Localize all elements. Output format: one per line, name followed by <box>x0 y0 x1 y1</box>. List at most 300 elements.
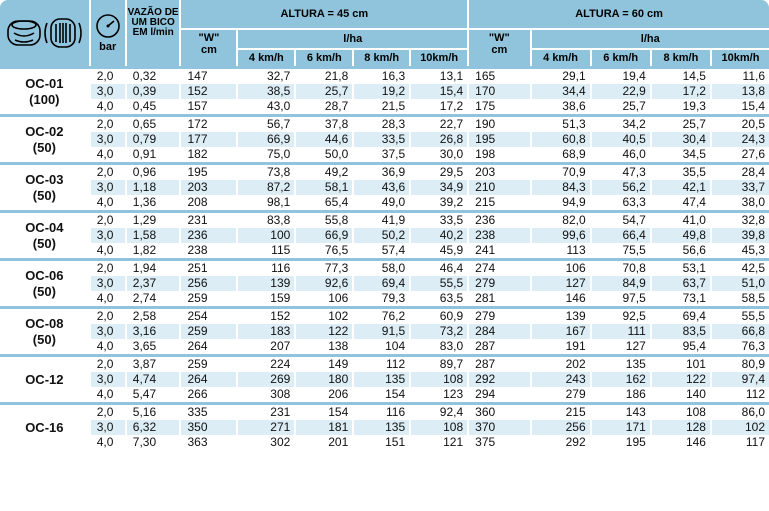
table-row <box>0 387 769 404</box>
pressure-cell: 2,0 <box>90 116 126 133</box>
table-row <box>0 435 769 450</box>
flow-cell: 0,96 <box>126 164 181 181</box>
value-cell: 38,6 <box>531 99 591 116</box>
nozzle-icons-header <box>0 0 90 68</box>
value-cell: 40,5 <box>591 132 651 147</box>
value-cell: 157 <box>180 99 237 116</box>
value-cell: 45,3 <box>741 243 765 257</box>
value-cell: 91,5 <box>353 324 410 339</box>
value-cell: 87,2 <box>237 180 295 195</box>
value-cell: 195 <box>591 435 651 450</box>
value-cell: 281 <box>468 291 530 308</box>
value-cell: 69,4 <box>651 308 711 325</box>
nozzle-code <box>0 116 90 164</box>
speed-header: 8 km/h <box>353 49 410 68</box>
value-cell: 25,7 <box>591 99 651 116</box>
value-cell: 28,4 <box>711 164 769 181</box>
flow-cell: 3,87 <box>126 356 181 373</box>
value-cell: 182 <box>180 147 237 164</box>
value-cell: 302 <box>237 435 295 450</box>
value-cell: 55,5 <box>711 308 769 325</box>
value-cell: 33,7 <box>711 180 769 195</box>
value-cell: 122 <box>295 324 353 339</box>
nozzle-code-label: OC-01 <box>25 75 64 91</box>
flow-cell: 2,58 <box>126 308 181 325</box>
pressure-cell: 4,0 <box>90 435 126 450</box>
value-cell: 82,0 <box>531 212 591 229</box>
nozzle-code-sub: (50) <box>32 331 56 347</box>
value-cell: 49,8 <box>651 228 711 243</box>
value-cell: 138 <box>295 339 353 356</box>
flow-cell: 7,30 <box>126 435 181 450</box>
value-cell: 152 <box>237 308 295 325</box>
nozzle-code-label: OC-06 <box>25 267 64 283</box>
value-cell: 86,0 <box>711 404 769 421</box>
table-row <box>0 228 769 243</box>
value-cell: 39,2 <box>410 195 468 212</box>
table-row <box>0 116 769 133</box>
value-cell: 207 <box>237 339 295 356</box>
value-cell: 143 <box>591 404 651 421</box>
value-cell: 181 <box>295 420 353 435</box>
value-cell: 146 <box>651 435 711 450</box>
value-cell: 170 <box>468 84 530 99</box>
value-cell: 70,9 <box>531 164 591 181</box>
value-cell: 63,7 <box>651 276 711 291</box>
value-cell: 97,4 <box>711 372 769 387</box>
table-row <box>0 260 769 277</box>
value-cell: 41,0 <box>651 212 711 229</box>
value-cell: 32,8 <box>711 212 769 229</box>
value-cell: 36,9 <box>353 164 410 181</box>
value-cell: 49,2 <box>295 164 353 181</box>
table-row <box>0 308 769 325</box>
value-cell: 269 <box>237 372 295 387</box>
value-cell: 57,4 <box>353 243 410 260</box>
value-cell: 19,2 <box>353 84 410 99</box>
value-cell: 186 <box>591 387 651 404</box>
value-cell: 111 <box>591 324 651 339</box>
value-cell: 140 <box>651 387 711 404</box>
value-cell: 215 <box>468 195 530 212</box>
value-cell: 73,1 <box>651 291 711 308</box>
value-cell: 43,6 <box>353 180 410 195</box>
value-cell: 83,5 <box>651 324 711 339</box>
value-cell: 308 <box>237 387 295 404</box>
value-cell: 151 <box>353 435 410 450</box>
pressure-cell: 3,0 <box>90 324 126 339</box>
pressure-cell: 3,0 <box>90 420 126 435</box>
nozzle-code <box>0 308 90 356</box>
value-cell: 123 <box>410 387 468 404</box>
value-cell: 274 <box>468 260 530 277</box>
nozzle-code-sub: (50) <box>32 187 56 203</box>
nozzle-code-label: OC-08 <box>25 315 64 331</box>
value-cell: 27,6 <box>741 147 765 161</box>
value-cell: 42,5 <box>711 260 769 277</box>
value-cell: 104 <box>353 339 410 356</box>
value-cell: 139 <box>237 276 295 291</box>
table-row <box>0 68 769 85</box>
value-cell: 256 <box>531 420 591 435</box>
pressure-cell: 3,0 <box>90 180 126 195</box>
table-row <box>0 84 769 99</box>
value-cell: 195 <box>180 164 237 181</box>
value-cell: 30,0 <box>410 147 468 164</box>
value-cell: 76,5 <box>295 243 353 260</box>
bar-header: bar <box>90 0 126 68</box>
value-cell: 112 <box>353 356 410 373</box>
value-cell: 231 <box>180 212 237 229</box>
w-cm-header-45: "W" cm <box>180 29 237 68</box>
value-cell: 30,4 <box>651 132 711 147</box>
flow-cell: 1,94 <box>126 260 181 277</box>
pressure-cell: 3,0 <box>90 372 126 387</box>
pressure-cell: 4,0 <box>90 99 126 116</box>
nozzle-code <box>0 356 90 404</box>
value-cell: 51,3 <box>531 116 591 133</box>
value-cell: 16,3 <box>353 68 410 85</box>
value-cell: 54,7 <box>591 212 651 229</box>
value-cell: 79,3 <box>353 291 410 308</box>
value-cell: 215 <box>531 404 591 421</box>
value-cell: 28,3 <box>353 116 410 133</box>
table-row <box>0 356 769 373</box>
value-cell: 76,3 <box>741 339 765 353</box>
value-cell: 112 <box>745 387 765 401</box>
value-cell: 73,2 <box>410 324 468 339</box>
value-cell: 203 <box>180 180 237 195</box>
value-cell: 47,3 <box>591 164 651 181</box>
flow-cell: 0,45 <box>126 99 181 116</box>
value-cell: 243 <box>531 372 591 387</box>
value-cell: 279 <box>468 308 530 325</box>
value-cell: 56,7 <box>237 116 295 133</box>
value-cell: 171 <box>591 420 651 435</box>
value-cell: 128 <box>651 420 711 435</box>
nozzle-code-label: OC-12 <box>25 371 64 387</box>
value-cell: 34,2 <box>591 116 651 133</box>
value-cell: 254 <box>180 308 237 325</box>
value-cell: 162 <box>591 372 651 387</box>
value-cell: 17,2 <box>410 99 468 116</box>
speed-header: 10km/h <box>410 49 468 68</box>
value-cell: 99,6 <box>531 228 591 243</box>
value-cell: 51,0 <box>711 276 769 291</box>
speed-header: 6 km/h <box>591 49 651 68</box>
value-cell: 97,5 <box>591 291 651 308</box>
speed-header: 8 km/h <box>651 49 711 68</box>
value-cell: 83,8 <box>237 212 295 229</box>
value-cell: 19,3 <box>651 99 711 116</box>
table-row <box>0 212 769 229</box>
value-cell: 58,0 <box>353 260 410 277</box>
value-cell: 238 <box>468 228 530 243</box>
value-cell: 203 <box>468 164 530 181</box>
pressure-cell: 3,0 <box>90 132 126 147</box>
value-cell: 335 <box>180 404 237 421</box>
value-cell: 21,5 <box>353 99 410 116</box>
value-cell: 68,9 <box>531 147 591 164</box>
value-cell: 146 <box>531 291 591 308</box>
value-cell: 89,7 <box>410 356 468 373</box>
value-cell: 50,0 <box>295 147 353 164</box>
flow-cell: 3,65 <box>126 339 181 356</box>
value-cell: 11,6 <box>711 68 769 85</box>
value-cell: 13,8 <box>711 84 769 99</box>
value-cell: 73,8 <box>237 164 295 181</box>
table-row <box>0 420 769 435</box>
value-cell: 84,9 <box>591 276 651 291</box>
table-row <box>0 243 769 260</box>
value-cell: 13,1 <box>410 68 468 85</box>
value-cell: 256 <box>180 276 237 291</box>
nozzle-code-label: OC-02 <box>25 123 64 139</box>
value-cell: 117 <box>745 435 765 449</box>
value-cell: 15,4 <box>410 84 468 99</box>
value-cell: 135 <box>353 372 410 387</box>
value-cell: 98,1 <box>237 195 295 212</box>
value-cell: 20,5 <box>711 116 769 133</box>
value-cell: 75,5 <box>591 243 651 260</box>
flow-cell: 0,91 <box>126 147 181 164</box>
value-cell: 37,8 <box>295 116 353 133</box>
value-cell: 28,7 <box>295 99 353 116</box>
value-cell: 34,4 <box>531 84 591 99</box>
nozzle-code <box>0 212 90 260</box>
value-cell: 127 <box>591 339 651 356</box>
value-cell: 360 <box>468 404 530 421</box>
value-cell: 94,9 <box>531 195 591 212</box>
value-cell: 195 <box>468 132 530 147</box>
nozzle-code-label: OC-16 <box>25 419 64 435</box>
pressure-cell: 2,0 <box>90 260 126 277</box>
nozzle-code <box>0 68 90 116</box>
value-cell: 292 <box>468 372 530 387</box>
flow-cell: 1,58 <box>126 228 181 243</box>
value-cell: 106 <box>295 291 353 308</box>
value-cell: 100 <box>237 228 295 243</box>
pressure-cell: 4,0 <box>90 195 126 212</box>
value-cell: 251 <box>180 260 237 277</box>
speed-header: 4 km/h <box>237 49 295 68</box>
value-cell: 259 <box>180 356 237 373</box>
value-cell: 159 <box>237 291 295 308</box>
value-cell: 22,9 <box>591 84 651 99</box>
table-row <box>0 147 769 164</box>
value-cell: 172 <box>180 116 237 133</box>
flow-cell: 0,79 <box>126 132 181 147</box>
value-cell: 17,2 <box>651 84 711 99</box>
value-cell: 202 <box>531 356 591 373</box>
value-cell: 63,3 <box>591 195 651 212</box>
value-cell: 287 <box>468 356 530 373</box>
value-cell: 180 <box>295 372 353 387</box>
value-cell: 241 <box>468 243 530 260</box>
value-cell: 210 <box>468 180 530 195</box>
pressure-cell: 4,0 <box>90 339 126 356</box>
flow-cell: 0,32 <box>126 68 181 85</box>
value-cell: 167 <box>531 324 591 339</box>
value-cell: 279 <box>468 276 530 291</box>
nozzle-code-sub: (50) <box>32 235 56 251</box>
pressure-cell: 3,0 <box>90 84 126 99</box>
value-cell: 154 <box>295 404 353 421</box>
value-cell: 175 <box>468 99 530 116</box>
table-row <box>0 99 769 116</box>
value-cell: 53,1 <box>651 260 711 277</box>
altura-60-header: ALTURA = 60 cm <box>468 0 769 29</box>
value-cell: 92,4 <box>410 404 468 421</box>
value-cell: 198 <box>468 147 530 164</box>
value-cell: 238 <box>180 243 237 260</box>
value-cell: 45,9 <box>410 243 468 260</box>
value-cell: 56,6 <box>651 243 711 260</box>
flow-cell: 5,47 <box>126 387 181 404</box>
value-cell: 149 <box>295 356 353 373</box>
lha-header-45: l/ha <box>237 29 468 49</box>
value-cell: 102 <box>295 308 353 325</box>
table-row <box>0 276 769 291</box>
value-cell: 66,4 <box>591 228 651 243</box>
value-cell: 139 <box>531 308 591 325</box>
pressure-cell: 4,0 <box>90 147 126 164</box>
value-cell: 375 <box>468 435 530 450</box>
value-cell: 121 <box>410 435 468 450</box>
value-cell: 259 <box>180 291 237 308</box>
pressure-gauge-icon <box>95 13 121 39</box>
value-cell: 29,5 <box>410 164 468 181</box>
pressure-cell: 4,0 <box>90 387 126 404</box>
value-cell: 350 <box>180 420 237 435</box>
value-cell: 135 <box>591 356 651 373</box>
value-cell: 42,1 <box>651 180 711 195</box>
value-cell: 191 <box>531 339 591 356</box>
nozzle-code-label: OC-04 <box>25 219 64 235</box>
value-cell: 152 <box>180 84 237 99</box>
table-row <box>0 339 769 356</box>
value-cell: 65,4 <box>295 195 353 212</box>
value-cell: 206 <box>295 387 353 404</box>
value-cell: 49,0 <box>353 195 410 212</box>
value-cell: 83,0 <box>410 339 468 356</box>
speed-header: 10km/h <box>711 49 769 68</box>
value-cell: 32,7 <box>237 68 295 85</box>
value-cell: 40,2 <box>410 228 468 243</box>
nozzle-code <box>0 164 90 212</box>
value-cell: 115 <box>237 243 295 260</box>
value-cell: 224 <box>237 356 295 373</box>
nozzle-code-label: OC-03 <box>25 171 64 187</box>
value-cell: 183 <box>237 324 295 339</box>
flow-cell: 0,39 <box>126 84 181 99</box>
flow-cell: 3,16 <box>126 324 181 339</box>
pressure-cell: 2,0 <box>90 164 126 181</box>
nozzle-code-sub: (50) <box>32 139 56 155</box>
value-cell: 66,9 <box>237 132 295 147</box>
nozzle-cap-icon <box>5 13 83 53</box>
value-cell: 190 <box>468 116 530 133</box>
value-cell: 147 <box>180 68 237 85</box>
value-cell: 66,8 <box>711 324 769 339</box>
nozzle-code-sub: (50) <box>32 283 56 299</box>
value-cell: 363 <box>180 435 237 450</box>
value-cell: 84,3 <box>531 180 591 195</box>
value-cell: 21,8 <box>295 68 353 85</box>
value-cell: 34,9 <box>410 180 468 195</box>
value-cell: 33,5 <box>410 212 468 229</box>
value-cell: 116 <box>237 260 295 277</box>
lha-header-60: l/ha <box>531 29 769 49</box>
value-cell: 25,7 <box>295 84 353 99</box>
w-cm-header-60: "W" cm <box>468 29 530 68</box>
value-cell: 236 <box>468 212 530 229</box>
table-row <box>0 404 769 421</box>
flow-cell: 2,74 <box>126 291 181 308</box>
value-cell: 60,8 <box>531 132 591 147</box>
pressure-cell: 2,0 <box>90 212 126 229</box>
value-cell: 201 <box>295 435 353 450</box>
value-cell: 177 <box>180 132 237 147</box>
value-cell: 92,5 <box>591 308 651 325</box>
value-cell: 50,2 <box>353 228 410 243</box>
value-cell: 370 <box>468 420 530 435</box>
table-row <box>0 291 769 308</box>
value-cell: 113 <box>531 243 591 260</box>
pressure-cell: 4,0 <box>90 291 126 308</box>
value-cell: 66,9 <box>295 228 353 243</box>
value-cell: 287 <box>468 339 530 356</box>
value-cell: 39,8 <box>711 228 769 243</box>
value-cell: 135 <box>353 420 410 435</box>
value-cell: 154 <box>353 387 410 404</box>
value-cell: 127 <box>531 276 591 291</box>
table-row <box>0 180 769 195</box>
pressure-cell: 3,0 <box>90 228 126 243</box>
pressure-cell: 2,0 <box>90 68 126 85</box>
speed-header: 4 km/h <box>531 49 591 68</box>
pressure-cell: 4,0 <box>90 243 126 260</box>
flow-cell: 1,29 <box>126 212 181 229</box>
value-cell: 60,9 <box>410 308 468 325</box>
value-cell: 14,5 <box>651 68 711 85</box>
value-cell: 264 <box>180 372 237 387</box>
table-row <box>0 195 769 212</box>
table-row <box>0 164 769 181</box>
value-cell: 116 <box>353 404 410 421</box>
value-cell: 92,6 <box>295 276 353 291</box>
table-row <box>0 324 769 339</box>
flow-cell: 1,18 <box>126 180 181 195</box>
value-cell: 77,3 <box>295 260 353 277</box>
value-cell: 284 <box>468 324 530 339</box>
value-cell: 55,8 <box>295 212 353 229</box>
value-cell: 102 <box>711 420 769 435</box>
value-cell: 75,0 <box>237 147 295 164</box>
value-cell: 46,4 <box>410 260 468 277</box>
flow-header: VAZÃO DE UM BICO EM l/min <box>126 0 181 68</box>
value-cell: 38,5 <box>237 84 295 99</box>
altura-45-header: ALTURA = 45 cm <box>180 0 468 29</box>
value-cell: 34,5 <box>651 147 711 164</box>
value-cell: 46,0 <box>591 147 651 164</box>
value-cell: 69,4 <box>353 276 410 291</box>
value-cell: 55,5 <box>410 276 468 291</box>
value-cell: 208 <box>180 195 237 212</box>
value-cell: 279 <box>531 387 591 404</box>
value-cell: 22,7 <box>410 116 468 133</box>
value-cell: 24,3 <box>711 132 769 147</box>
